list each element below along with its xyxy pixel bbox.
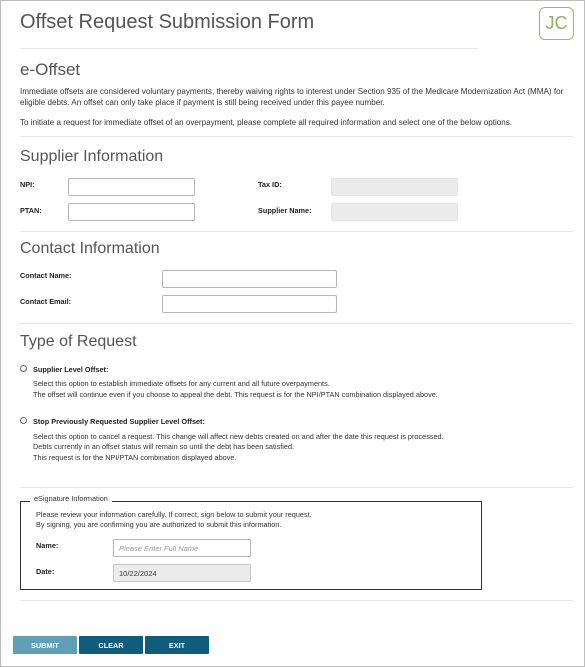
supplier-level-offset-desc-2: The offset will continue even if you choose to appeal the debt. This request is for the NPI/PTAN combination displayed above.	[33, 390, 438, 399]
section-divider	[20, 231, 573, 232]
section-divider	[20, 323, 573, 324]
contact-email-input[interactable]	[162, 295, 337, 313]
contact-name-input[interactable]	[162, 270, 337, 288]
esignature-date-field	[113, 564, 251, 582]
supplier-name-label: Supplier Name:	[258, 206, 312, 215]
stop-offset-label[interactable]: Stop Previously Requested Supplier Level Offset:	[33, 417, 205, 426]
esignature-review-text: Please review your information carefully. If correct, sign below to submit your request.	[36, 510, 312, 519]
stop-offset-radio[interactable]	[20, 417, 27, 424]
esignature-authorization-text: By signing, you are confirming you are authorized to submit this information.	[36, 520, 282, 529]
contact-email-label: Contact Email:	[20, 297, 72, 306]
esignature-legend: eSignature Information	[30, 494, 112, 503]
page-title: Offset Request Submission Form	[20, 11, 315, 33]
stop-offset-desc-1: Select this option to cancel a request. This change will affect new debts created on and after the date this request is processed.	[33, 432, 444, 441]
tax-id-label: Tax ID:	[258, 180, 282, 189]
eoffset-intro-text: Immediate offsets are considered voluntary payments, thereby waiving rights to interest under Section 935 of the Medicare Modernization Act (MMA) for eligible debts. An offset can only take place if payment is still being received under this payee number.	[20, 87, 564, 107]
clear-button[interactable]: CLEAR	[79, 636, 143, 654]
supplier-name-field	[331, 203, 458, 221]
submit-button[interactable]: SUBMIT	[13, 636, 77, 654]
section-divider	[20, 136, 573, 137]
request-type-section-title: Type of Request	[20, 333, 137, 350]
npi-label: NPI:	[20, 180, 35, 189]
stop-offset-desc-3: This request is for the NPI/PTAN combination displayed above.	[33, 453, 237, 462]
section-divider	[20, 487, 573, 488]
section-divider	[20, 600, 573, 601]
supplier-level-offset-label[interactable]: Supplier Level Offset:	[33, 365, 109, 374]
exit-button[interactable]: EXIT	[145, 636, 209, 654]
user-initials-badge[interactable]: JC	[539, 7, 574, 40]
supplier-level-offset-desc-1: Select this option to establish immediate offsets for any current and all future overpayments.	[33, 379, 330, 388]
supplier-level-offset-radio[interactable]	[20, 365, 27, 372]
ptan-label: PTAN:	[20, 206, 42, 215]
tax-id-field	[331, 178, 458, 196]
stop-offset-desc-2: Debts currently in an offset status will remain so until the debt has been satisfied.	[33, 442, 295, 451]
contact-section-title: Contact Information	[20, 240, 160, 257]
contact-name-label: Contact Name:	[20, 271, 72, 280]
esignature-date-label: Date:	[36, 567, 55, 576]
title-divider	[20, 48, 478, 49]
ptan-input[interactable]	[68, 203, 195, 221]
npi-input[interactable]	[68, 178, 195, 196]
eoffset-title: e-Offset	[20, 60, 81, 79]
eoffset-instructions-text: To initiate a request for immediate offset of an overpayment, please complete all required information and select one of the below options.	[20, 118, 513, 127]
supplier-section-title: Supplier Information	[20, 148, 164, 165]
esignature-name-input[interactable]	[113, 539, 251, 557]
esignature-name-label: Name:	[36, 541, 59, 550]
